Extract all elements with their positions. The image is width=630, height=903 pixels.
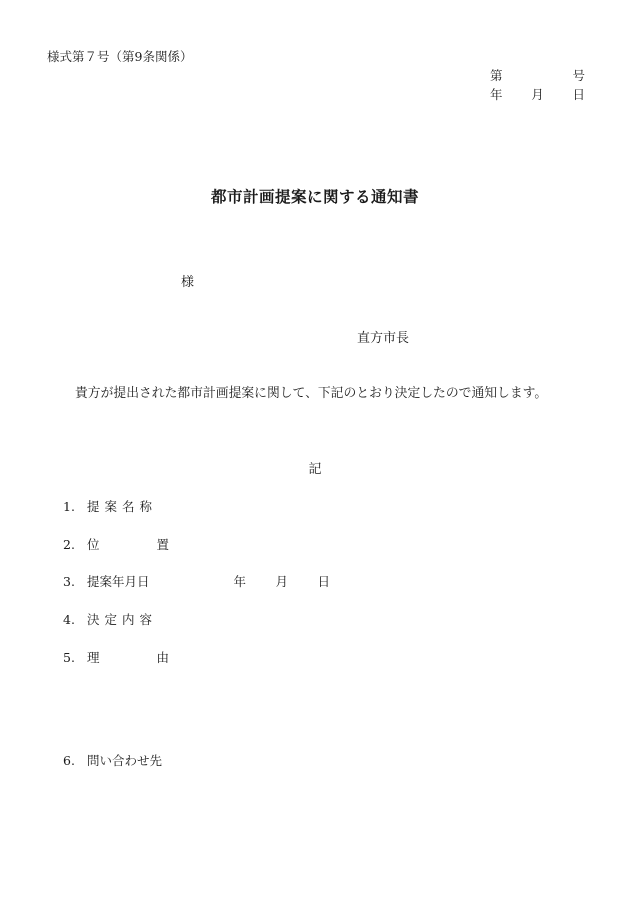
item-number: 5. bbox=[63, 650, 75, 665]
item-label bbox=[87, 652, 169, 665]
item-number: 4. bbox=[63, 612, 75, 627]
item-number: 6. bbox=[63, 753, 75, 768]
document-number-suffix: 号 bbox=[572, 68, 585, 83]
item-date-fields bbox=[234, 576, 331, 589]
item-label: 決定内容 bbox=[87, 612, 158, 627]
item-number: 2. bbox=[63, 537, 75, 552]
item-proposal-name bbox=[63, 501, 157, 514]
ki-heading: 記 bbox=[308, 462, 322, 477]
addressee-honorific: 様 bbox=[181, 275, 195, 290]
item-label-part-a: 理 bbox=[87, 650, 100, 665]
item-label: 問い合わせ先 bbox=[87, 753, 163, 768]
item-date-day: 日 bbox=[317, 574, 331, 589]
item-date-year: 年 bbox=[233, 574, 247, 589]
notice-body-text: 貴方が提出された都市計画提案に関して、下記のとおり決定したので通知します。 bbox=[75, 386, 548, 401]
document-number-row bbox=[490, 70, 585, 83]
item-label: 提案名称 bbox=[87, 499, 158, 514]
item-decision-content bbox=[63, 614, 157, 627]
item-date-month: 月 bbox=[275, 574, 289, 589]
item-number: 1. bbox=[63, 499, 75, 514]
item-number: 3. bbox=[63, 574, 75, 589]
item-reason bbox=[63, 652, 169, 665]
item-label-part-b: 由 bbox=[156, 650, 169, 665]
item-label-part-a: 位 bbox=[87, 537, 100, 552]
document-title: 都市計画提案に関する通知書 bbox=[210, 187, 419, 206]
date-year: 年 bbox=[490, 87, 503, 102]
date-day: 日 bbox=[572, 87, 585, 102]
item-contact bbox=[63, 755, 162, 768]
form-number-label: 様式第７号（第9条関係） bbox=[47, 49, 193, 64]
item-label: 提案年月日 bbox=[87, 574, 150, 589]
item-location bbox=[63, 539, 169, 552]
document-date-row bbox=[490, 89, 585, 102]
document-number-prefix: 第 bbox=[490, 68, 503, 83]
item-label bbox=[87, 539, 169, 552]
date-month: 月 bbox=[531, 87, 544, 102]
sender-name: 直方市長 bbox=[357, 331, 410, 346]
item-label-part-b: 置 bbox=[156, 537, 169, 552]
item-proposal-date bbox=[63, 576, 330, 589]
